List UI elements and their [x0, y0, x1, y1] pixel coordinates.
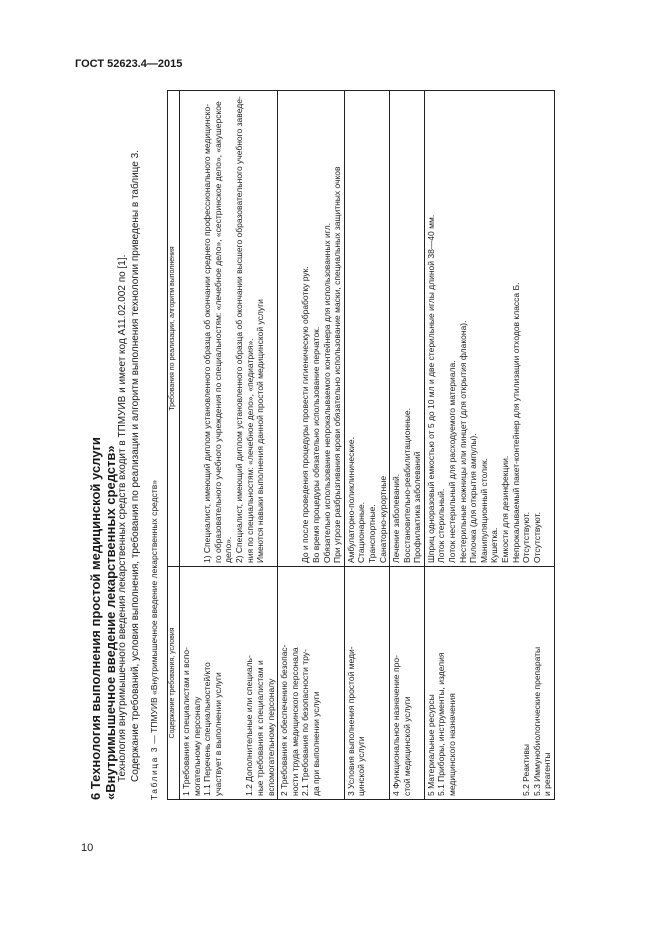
table-caption	[149, 480, 159, 800]
cell-line: 1 Требования к специалистам и вспо-	[181, 647, 191, 796]
cell-line: Лоток нестерильный для расходуемого материала.	[447, 360, 458, 563]
cell-line: Непрокалываемый пакет-контейнер для утилизации отходов класса Б.	[510, 282, 521, 563]
paragraph-1: Технология внутримышечного введения лекарственных средств входит в ТПМУИВ и имеет код А11.02.002 по [1].	[117, 254, 128, 782]
table-cell	[424, 567, 554, 800]
cell-line: Нестерильные ножницы или пинцет (для открытия флакона).	[457, 320, 468, 563]
cell-line: 5.2 Реактивы	[521, 743, 532, 796]
cell-line: 5.3 Иммунобиологические препараты	[531, 646, 542, 796]
cell-line: Санаторно-курортные	[377, 475, 388, 563]
cell-line: 5 Материальные ресурсы	[425, 694, 436, 796]
requirements-table	[167, 90, 555, 800]
cell-line: Отсутствуют.	[531, 512, 542, 563]
paragraph-2: Содержание требований, условия выполнения, требования по реализации и алгоритм выполнения технологии приведены в таблице 3.	[130, 150, 141, 782]
table-cell	[278, 567, 345, 800]
section-title	[88, 90, 118, 800]
cell-line: Кушетка.	[489, 527, 500, 563]
cell-line: Лоток стерильный.	[436, 488, 447, 563]
cell-line: 3 Условия выполнения простой меди-	[345, 646, 356, 796]
table-row	[344, 91, 389, 800]
cell-line: Отсутствуют.	[521, 512, 532, 563]
cell-line: дело».	[223, 536, 234, 563]
cell-line: стой медицинской услуги	[401, 696, 412, 796]
standard-header: ГОСТ 52623.4—2015	[75, 58, 183, 70]
cell-line: Имеются навыки выполнения данной простой медицинской услуги	[255, 299, 266, 563]
table-cell	[344, 567, 389, 800]
table-row	[180, 91, 278, 800]
page-number: 10	[81, 842, 94, 854]
cell-line: Емкости для дезинфекции.	[500, 455, 511, 563]
cell-line: 2 Требования к обеспечению безопас-	[279, 644, 290, 796]
cell-line: 5.1 Приборы, инструменты, изделия	[436, 652, 447, 796]
cell-line: Во время процедуры обязательно использование перчаток.	[310, 326, 321, 563]
table-caption-label: Таблица 3	[149, 746, 159, 800]
cell-line: цинской услуги	[356, 736, 367, 796]
cell-line: Восстановительно-реабилитационные.	[401, 408, 412, 563]
cell-line: участвует в выполнении услуги	[212, 672, 223, 796]
cell-line: 1.1 Перечень специальностей/кто	[202, 662, 213, 796]
cell-line: 2.1 Требования по безопасности тру-	[300, 649, 311, 796]
cell-line: го образовательного учебного учреждения по специальностям: «лечебное дело», «сестринское дело», «акушерское	[212, 101, 223, 563]
cell-line: вспомогательному персоналу	[265, 678, 276, 796]
cell-line: 1) Специалист, имеющий диплом установленного образца об окончании среднего профессионального медицинско-	[202, 103, 213, 563]
cell-line: да при выполнении услуги	[310, 691, 321, 796]
table-cell	[278, 91, 345, 567]
cell-line: ности труда медицинского персонала	[289, 647, 300, 796]
cell-line: Пилочка (для открытия ампулы).	[468, 433, 479, 563]
table-cell	[180, 567, 278, 800]
cell-line: Обязательно использование непрокалываемого контейнера для использованных игл.	[321, 222, 332, 563]
cell-line: Стационарные.	[356, 501, 367, 563]
table-row	[424, 91, 554, 800]
section-title-line1: 6 Технология выполнения простой медицинской услуги	[88, 437, 103, 800]
rotated-content	[88, 90, 661, 800]
cell-line: До и после проведения процедуры провести гигиеническую обработку рук.	[300, 266, 311, 563]
cell-line: и реагенты	[542, 752, 553, 796]
cell-line: Транспортные.	[366, 504, 377, 563]
table-cell	[390, 567, 425, 800]
cell-line: При угрозе разбрызгивания крови обязательно использование маски, специальных защитных очков	[332, 166, 343, 563]
cell-line: Лечение заболеваний.	[391, 473, 402, 563]
col1-header: Содержание требования, условия	[168, 567, 180, 800]
table-cell	[390, 91, 425, 567]
table-row	[390, 91, 425, 800]
cell-line: ные требования к специалистам и	[254, 660, 265, 796]
table-cell	[344, 91, 389, 567]
table-cell	[180, 91, 278, 567]
cell-line: ния по специальностям: «лечебное дело», «педиатрия».	[244, 338, 255, 563]
table-row	[278, 91, 345, 800]
cell-line: 2) Специалист, имеющий диплом установленного образца об окончании высшего образовательного учебного заведе-	[233, 96, 244, 563]
cell-line: медицинского назначения	[447, 693, 458, 796]
cell-line: Амбулаторно-поликлинические.	[345, 437, 356, 563]
col2-header: Требования по реализации, алгоритм выполнения	[168, 91, 180, 567]
cell-line: 4 Функциональное назначение про-	[391, 655, 402, 796]
cell-line: 1.2 Дополнительные или специаль-	[244, 655, 255, 796]
cell-line: могательному персоналу	[191, 696, 202, 796]
section-title-line2: «Внутримышечное введение лекарственных средств»	[103, 445, 118, 800]
cell-line: Шприц одноразовый емкостью от 5 до 10 мл и две стерильные иглы длиной 38—40 мм.	[425, 214, 436, 563]
cell-line: Манипуляционный столик.	[478, 458, 489, 563]
section-text	[116, 90, 142, 800]
table-caption-text: — ТПМУИВ «Внутримышечное введение лекарственных средств»	[149, 480, 159, 747]
cell-line: Профилактика заболеваний	[412, 451, 423, 563]
table-cell	[424, 91, 554, 567]
